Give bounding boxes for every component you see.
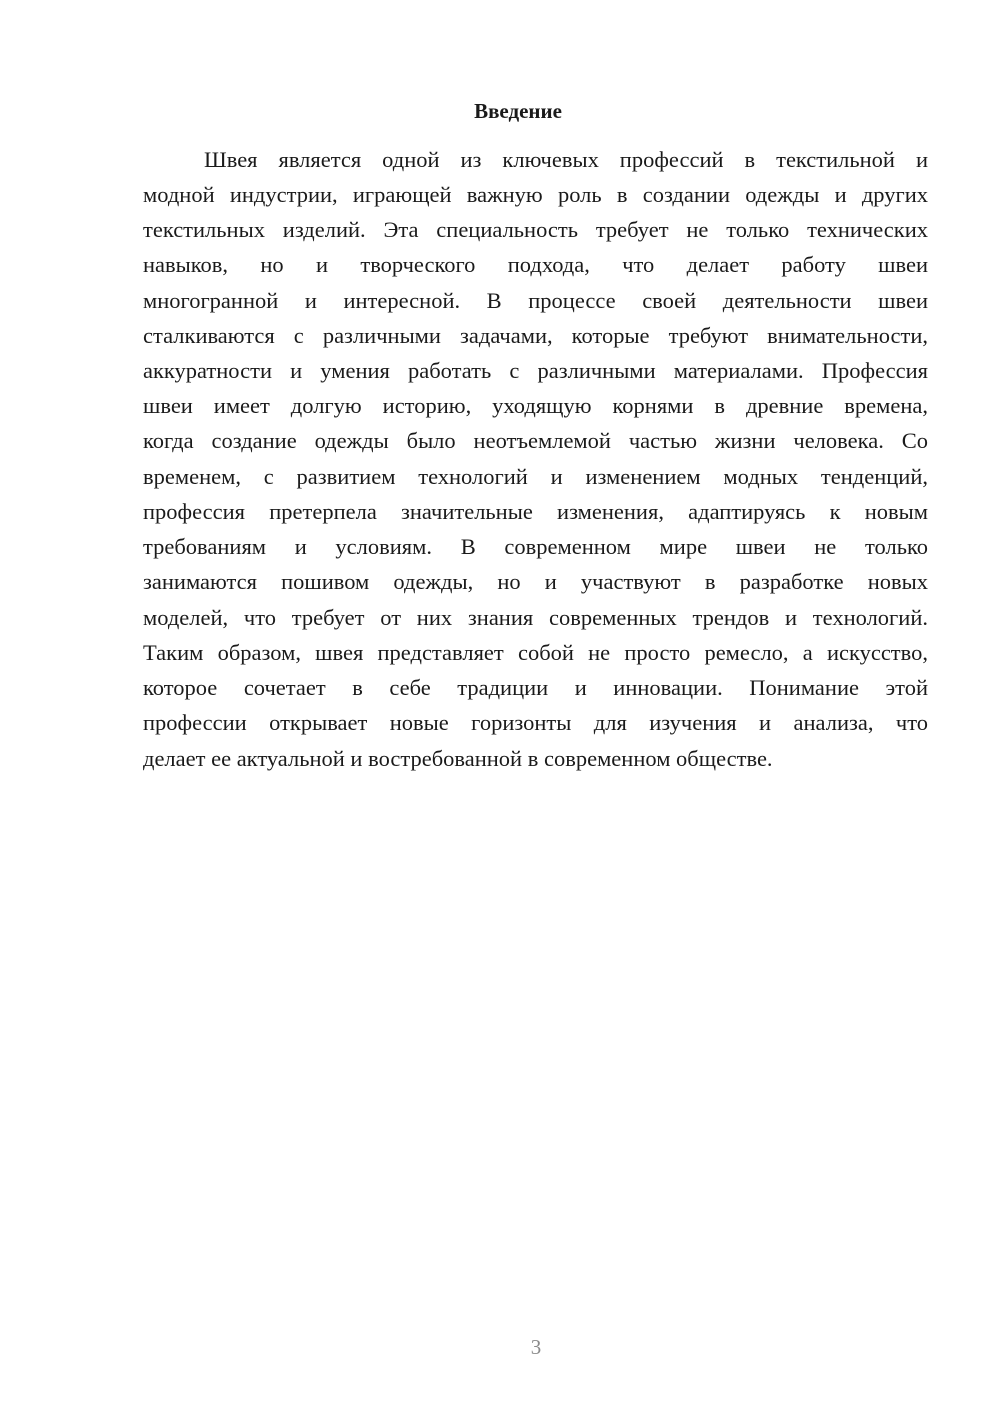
section-heading [0,97,1000,125]
paragraph-line: швеи имеет долгую историю, уходящую корнями в древние времена, [143,393,928,418]
paragraph-line: многогранной и интересной. В процессе своей деятельности швеи [143,288,928,313]
paragraph-line: временем, с развитием технологий и изменением модных тенденций, [143,464,928,489]
page-number: 3 [530,1335,542,1359]
paragraph-line: текстильных изделий. Эта специальность требует не только технических [143,217,928,242]
paragraph-line: моделей, что требует от них знания современных трендов и технологий. [143,605,928,630]
paragraph-line: аккуратности и умения работать с различными материалами. Профессия [143,358,928,383]
paragraph-line: Таким образом, швея представляет собой не просто ремесло, а искусство, [143,640,928,665]
paragraph-line: когда создание одежды было неотъемлемой частью жизни человека. Со [143,428,928,453]
paragraph-line: профессия претерпела значительные изменения, адаптируясь к новым [143,499,928,524]
paragraph-line: Швея является одной из ключевых профессий в текстильной и [204,147,928,172]
paragraph-line: которое сочетает в себе традиции и инновации. Понимание этой [143,675,928,700]
paragraph-line: занимаются пошивом одежды, но и участвуют в разработке новых [143,569,928,594]
paragraph-line: делает ее актуальной и востребованной в современном обществе. [143,746,773,771]
paragraph-line: требованиям и условиям. В современном мире швеи не только [143,534,928,559]
paragraph-line: навыков, но и творческого подхода, что делает работу швеи [143,252,928,277]
paragraph-line: модной индустрии, играющей важную роль в создании одежды и других [143,182,928,207]
section-heading-text: Введение [474,99,562,123]
paragraph-line: сталкиваются с различными задачами, которые требуют внимательности, [143,323,928,348]
paragraph-line: профессии открывает новые горизонты для изучения и анализа, что [143,710,928,735]
